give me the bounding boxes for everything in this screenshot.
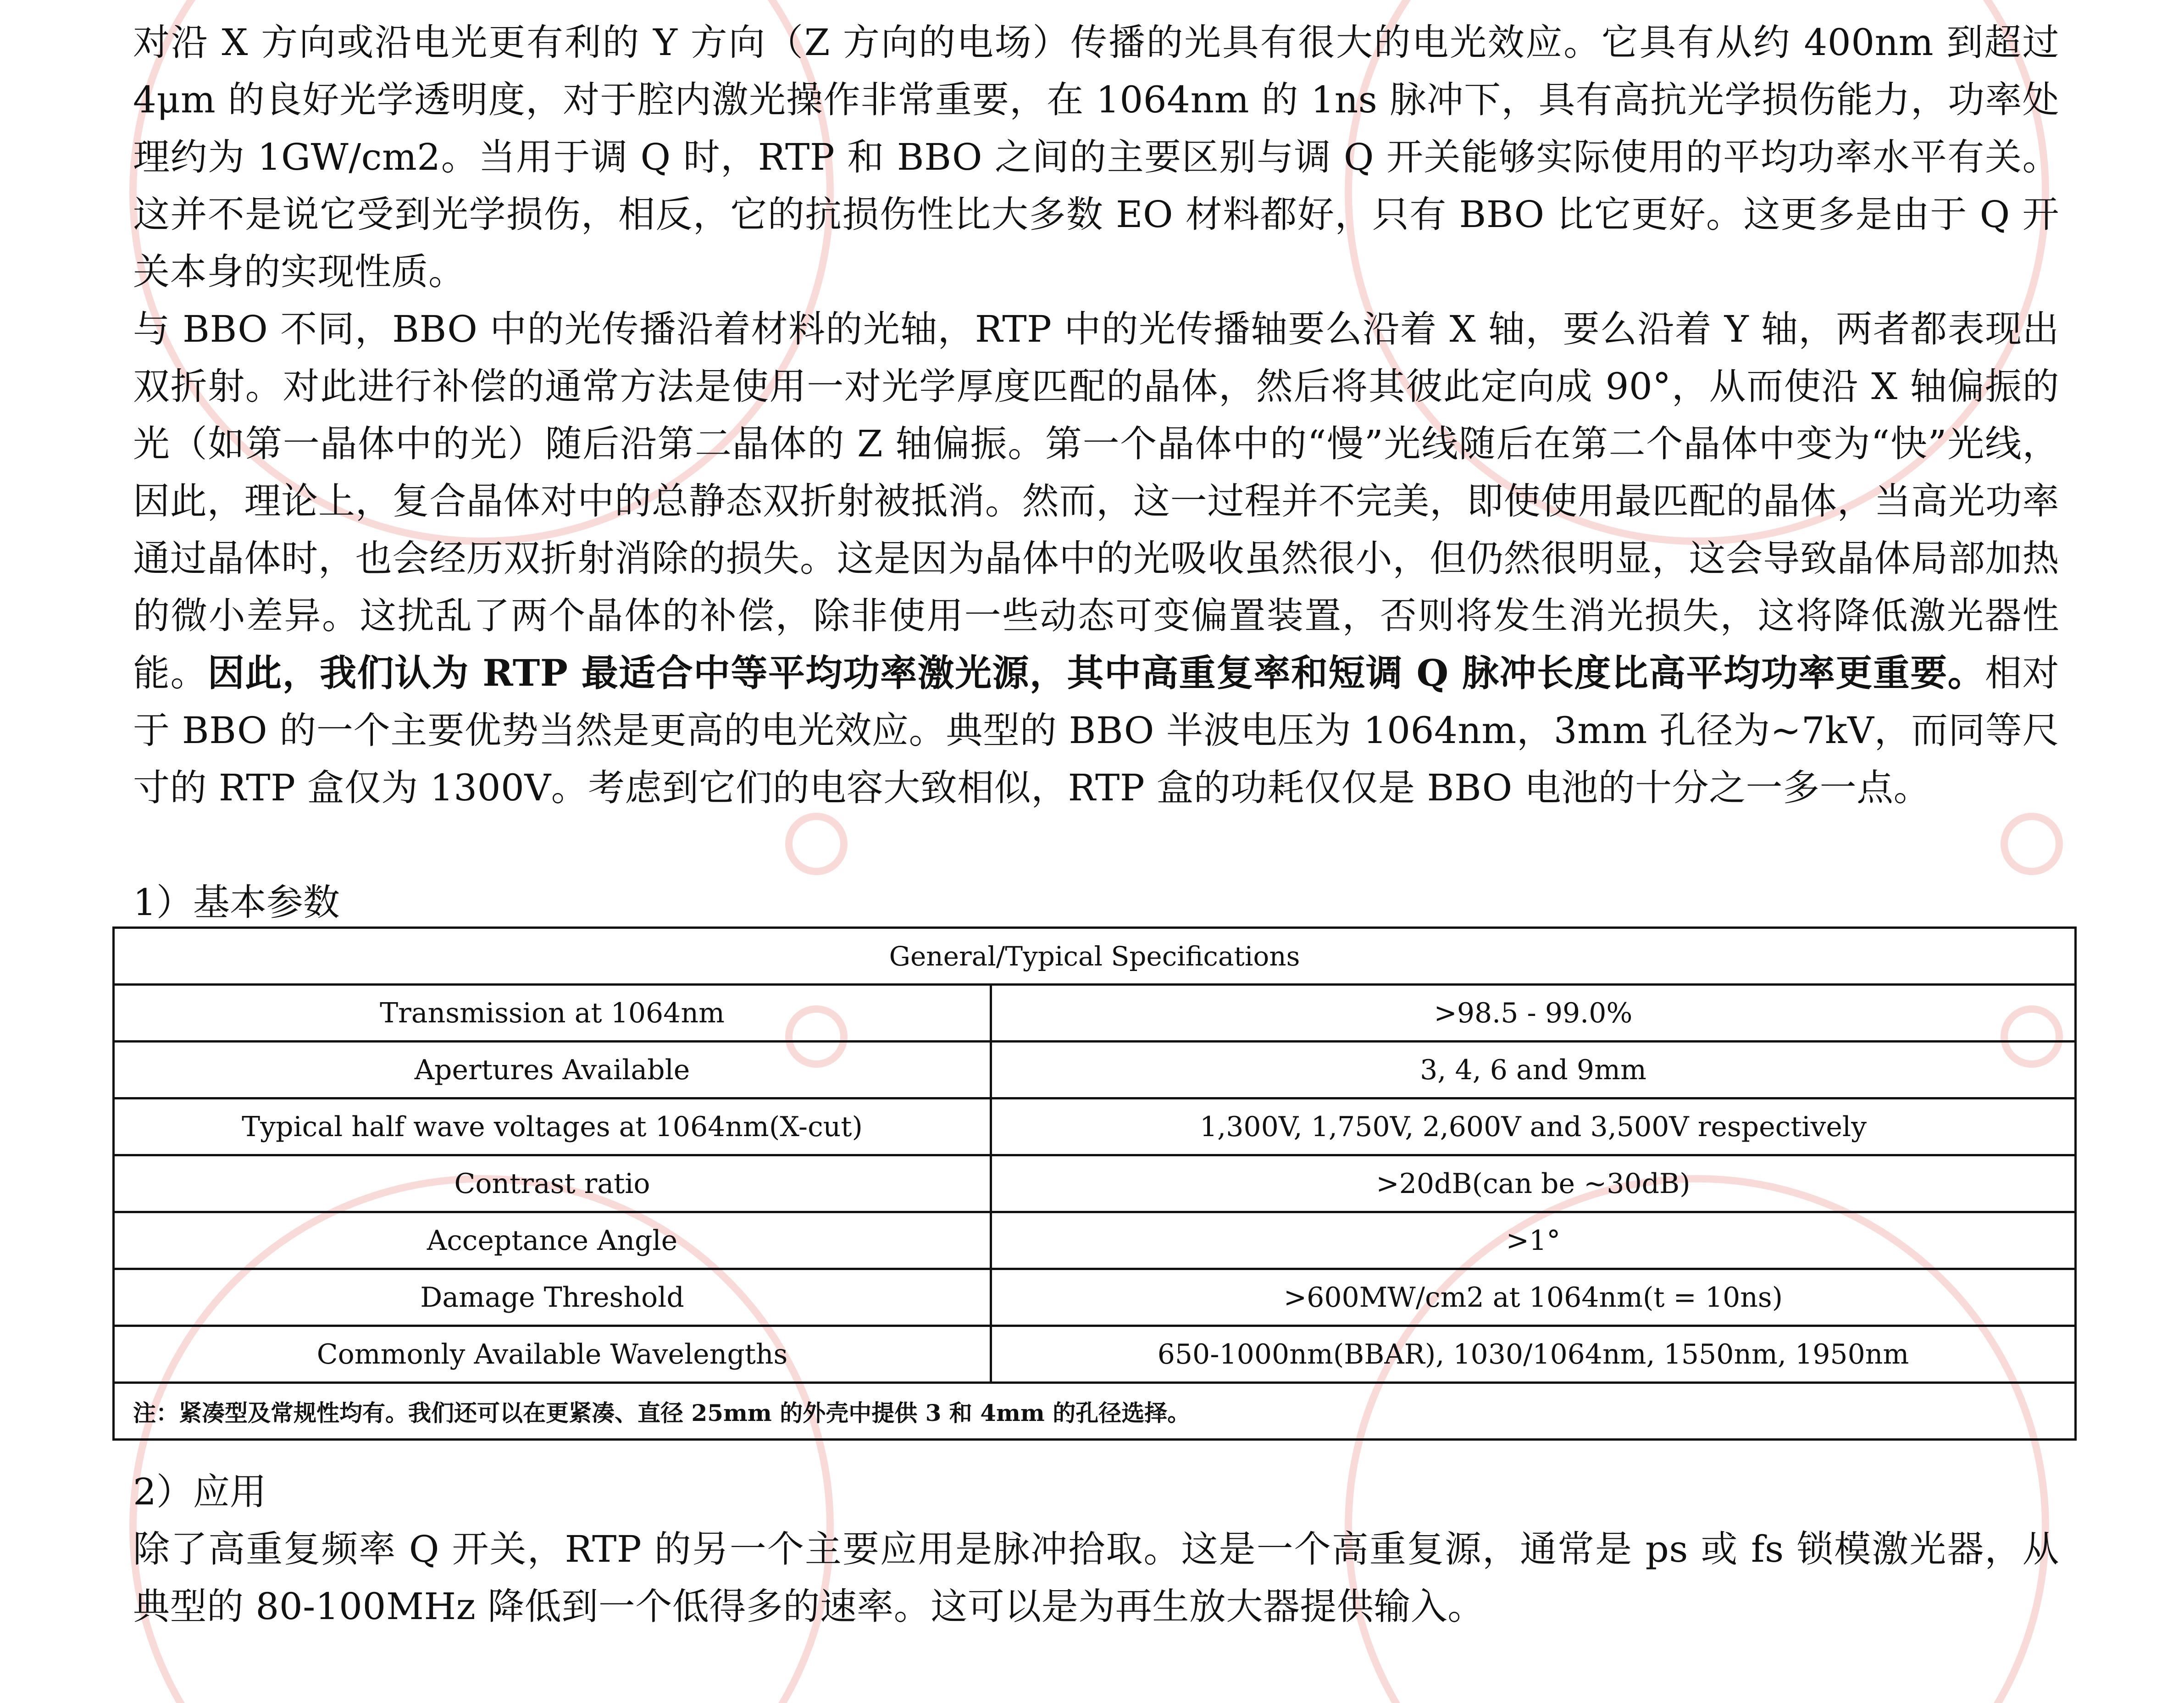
paragraph-text-tail: 相对于 BBO 的一个主要优势当然是更高的电光效应。典型的 BBO 半波电压为 1064nm，3mm 孔径为~7kV，而同等尺寸的 RTP 盒仅为 1300V。考虑到它们的电容大致相似，RTP 盒的功耗仅仅是 BBO 电池的十分之一多一点。 [133,652,2060,809]
table-note-row [114,1383,2076,1440]
spec-value: >1° [991,1212,2076,1269]
spec-label: Commonly Available Wavelengths [114,1326,991,1383]
section-heading-basic-params: 1）基本参数 [133,881,340,924]
spec-value: >600MW/cm2 at 1064nm(t = 10ns) [991,1269,2076,1326]
table-row [114,985,2076,1042]
spec-value: 650-1000nm(BBAR), 1030/1064nm, 1550nm, 1950nm [991,1326,2076,1383]
spec-table [112,926,2077,1441]
paragraph-pulse-picking: 除了高重复频率 Q 开关，RTP 的另一个主要应用是脉冲拾取。这是一个高重复源，通常是 ps 或 fs 锁模激光器，从典型的 80-100MHz 降低到一个低得多的速率。这可以是为再生放大器提供输入。 [133,1528,2059,1628]
spec-label: Typical half wave voltages at 1064nm(X-cut) [114,1098,991,1155]
table-row [114,1212,2076,1269]
paragraph-bold-conclusion: 因此，我们认为 RTP 最适合中等平均功率激光源，其中高重复率和短调 Q 脉冲长度比高平均功率更重要。 [207,651,1985,694]
table-note: 注：紧凑型及常规性均有。我们还可以在更紧凑、直径 25mm 的外壳中提供 3 和 4mm 的孔径选择。 [114,1383,2076,1440]
table-row [114,1042,2076,1098]
table-title: General/Typical Specifications [114,928,2076,985]
spec-label: Acceptance Angle [114,1212,991,1269]
table-row [114,1098,2076,1155]
table-row [114,1155,2076,1212]
table-row [114,1326,2076,1383]
spec-value: >20dB(can be ~30dB) [991,1155,2076,1212]
spec-label: Damage Threshold [114,1269,991,1326]
spec-value: 1,300V, 1,750V, 2,600V and 3,500V respectively [991,1098,2076,1155]
paragraph-birefringence [133,300,2059,816]
spec-label: Contrast ratio [114,1155,991,1212]
spec-label: Transmission at 1064nm [114,985,991,1042]
table-row [114,1269,2076,1326]
paragraph-text: 与 BBO 不同，BBO 中的光传播沿着材料的光轴，RTP 中的光传播轴要么沿着 X 轴，要么沿着 Y 轴，两者都表现出双折射。对此进行补偿的通常方法是使用一对光学厚度匹配的晶体，然后将其彼此定向成 90°，从而使沿 X 轴偏振的光（如第一晶体中的光）随后沿第二晶体的 Z 轴偏振。第一个晶体中的“慢”光线随后在第二个晶体中变为“快”光线，因此，理论上，复合晶体对中的总静态双折射被抵消。然而，这一过程并不完美，即使使用最匹配的晶体，当高光功率通过晶体时，也会经历双折射消除的损失。这是因为晶体中的光吸收虽然很小，但仍然很明显，这会导致晶体局部加热的微小差异。这扰乱了两个晶体的补偿，除非使用一些动态可变偏置装置，否则将发生消光损失，这将降低激光器性能。 [133,308,2059,694]
table-header-row [114,928,2076,985]
spec-value: >98.5 - 99.0% [991,985,2076,1042]
spec-label: Apertures Available [114,1042,991,1098]
spec-value: 3, 4, 6 and 9mm [991,1042,2076,1098]
section-heading-applications: 2）应用 [133,1470,266,1513]
paragraph-rtp-intro: 对沿 X 方向或沿电光更有利的 Y 方向（Z 方向的电场）传播的光具有很大的电光效应。它具有从约 400nm 到超过 4μm 的良好光学透明度，对于腔内激光操作非常重要，在 1064nm 的 1ns 脉冲下，具有高抗光学损伤能力，功率处理约为 1GW/cm2。当用于调 Q 时，RTP 和 BBO 之间的主要区别与调 Q 开关能够实际使用的平均功率水平有关。这并不是说它受到光学损伤，相反，它的抗损伤性比大多数 EO 材料都好，只有 BBO 比它更好。这更多是由于 Q 开关本身的实现性质。 [133,21,2059,293]
